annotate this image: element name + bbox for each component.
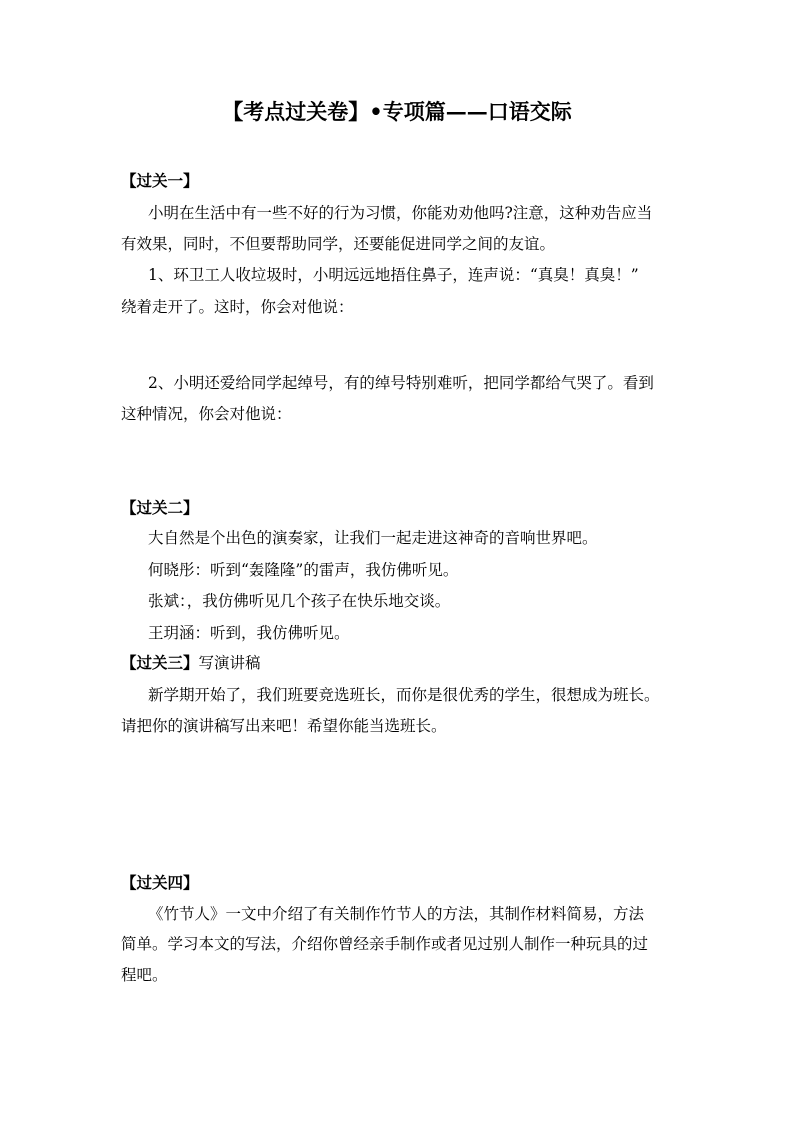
section-1-intro-line-2: 有效果，同时，不但要帮助同学，还要能促进同学之间的友谊。 <box>121 235 556 253</box>
section-4-heading: 【过关四】 <box>121 873 199 892</box>
section-3-line-1: 新学期开始了，我们班要竞选班长，而你是很优秀的学生，很想成为班长。 <box>148 686 660 704</box>
question-2-line-1: 2、小明还爱给同学起绰号，有的绰号特别难听，把同学都给气哭了。看到 <box>148 374 654 392</box>
section-1-heading: 【过关一】 <box>121 171 199 190</box>
page-title: 【考点过关卷】•专项篇——口语交际 <box>222 99 572 124</box>
section-2-heading: 【过关二】 <box>121 498 199 517</box>
section-2-line-4: 王玥涵：听到，我仿佛听见。 <box>148 624 350 642</box>
section-3-heading-suffix: 写演讲稿 <box>198 654 261 672</box>
section-3-line-2: 请把你的演讲稿写出来吧！希望你能当选班长。 <box>121 717 447 735</box>
section-3-heading-row <box>121 652 261 674</box>
section-2-line-2: 何晓彤：听到“轰隆隆”的雷声，我仿佛听见。 <box>148 561 459 579</box>
question-2-line-2: 这种情况，你会对他说： <box>121 405 292 423</box>
section-4-line-1: 《竹节人》一文中介绍了有关制作竹节人的方法，其制作材料简易，方法 <box>148 905 645 923</box>
section-4-line-3: 程吧。 <box>121 966 168 984</box>
section-4-line-2: 简单。学习本文的写法，介绍你曾经亲手制作或者见过别人制作一种玩具的过 <box>121 935 649 953</box>
question-1-line-2: 绕着走开了。这时，你会对他说： <box>121 298 354 316</box>
question-1-line-1: 1、环卫工人收垃圾时，小明远远地捂住鼻子，连声说：“真臭！真臭！” <box>148 266 639 284</box>
section-1-intro-line-1: 小明在生活中有一些不好的行为习惯，你能劝劝他吗?注意，这种劝告应当 <box>148 204 653 222</box>
section-3-heading: 【过关三】 <box>121 653 199 672</box>
section-2-line-1: 大自然是个出色的演奏家，让我们一起走进这神奇的音响世界吧。 <box>148 529 598 547</box>
section-2-line-3: 张斌：，我仿佛听见几个孩子在快乐地交谈。 <box>148 592 451 610</box>
